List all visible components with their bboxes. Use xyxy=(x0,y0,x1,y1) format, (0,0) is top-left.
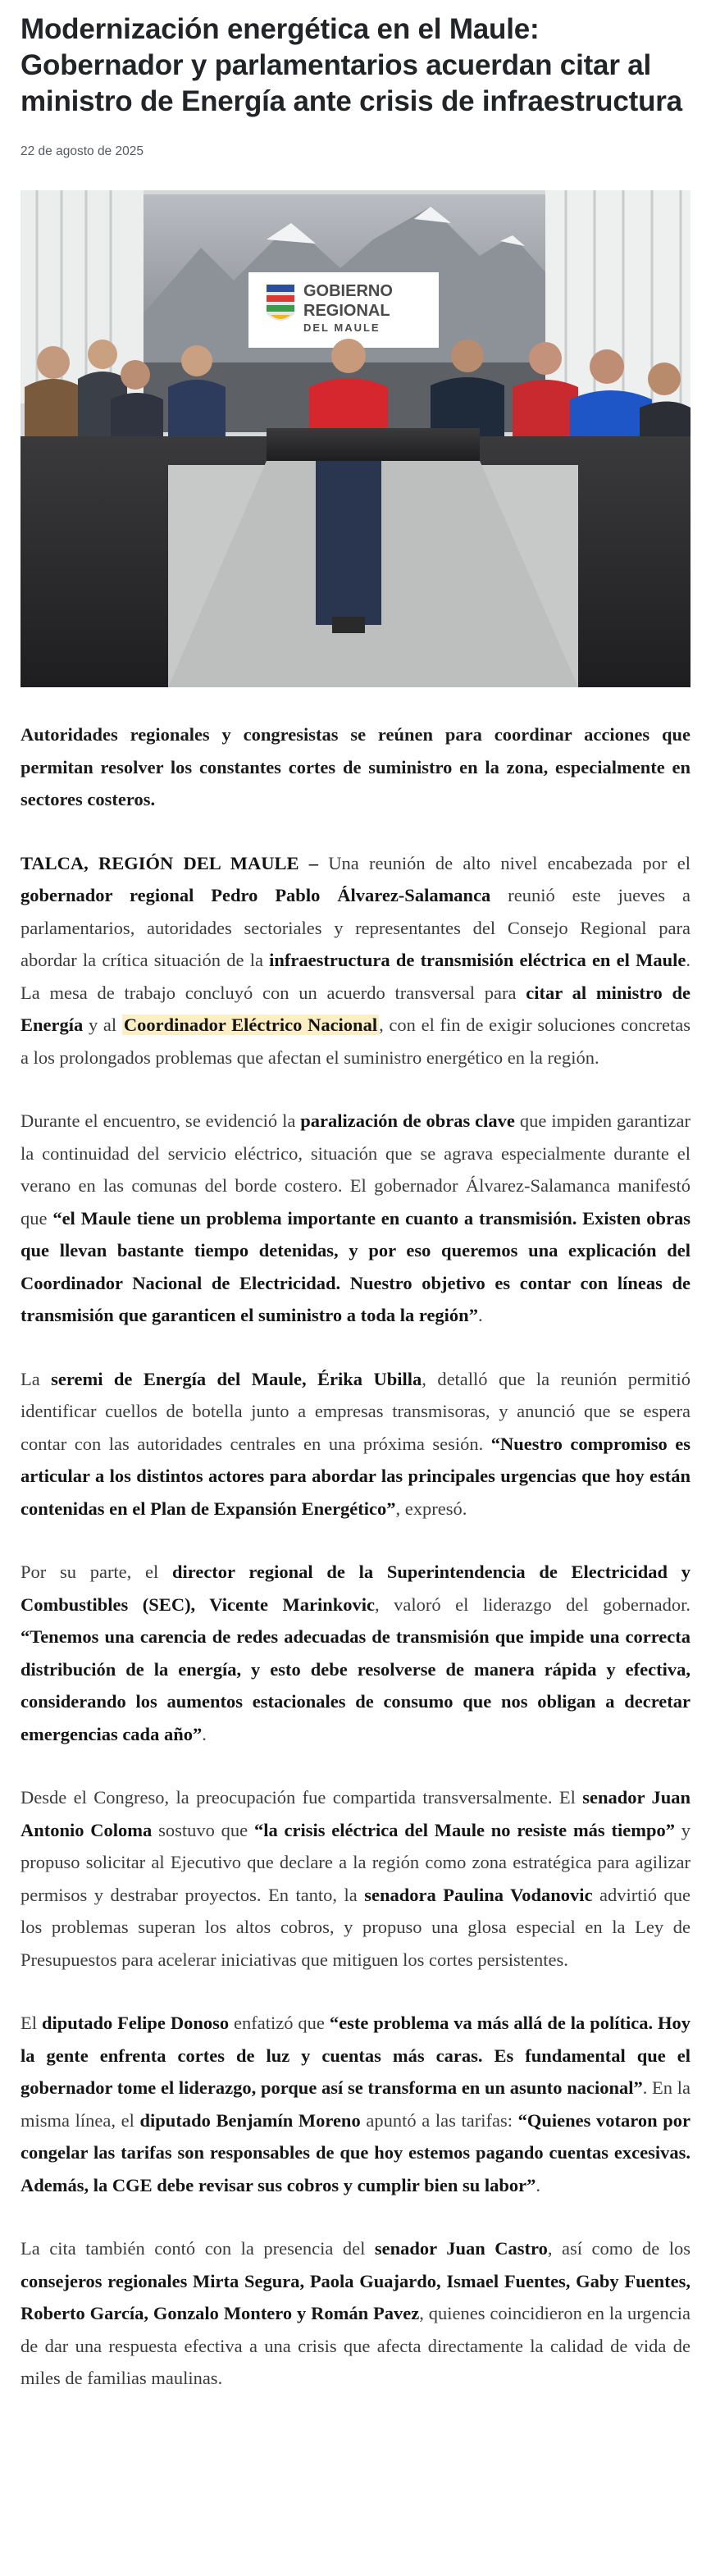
conference-table xyxy=(21,428,690,687)
dateline: TALCA, REGIÓN DEL MAULE – xyxy=(21,852,318,873)
article-body xyxy=(21,718,690,2395)
bold-span: paralización de obras clave xyxy=(300,1110,515,1131)
text-span: . xyxy=(202,1723,207,1744)
text-span: Una reunión de alto nivel encabezada por el xyxy=(317,852,690,873)
text-span: apuntó a las tarifas: xyxy=(360,2109,518,2131)
text-span: advirtió que los problemas superan los altos cobros, y propuso una glosa especial en la Ley de Presupuestos para acelerar iniciativas que mitiguen los cortes persistentes. xyxy=(21,1884,690,1970)
text-span: , expresó. xyxy=(395,1498,467,1519)
bold-span: gobernador regional Pedro Pablo Álvarez-Salamanca xyxy=(21,885,491,905)
quote: “el Maule tiene un problema importante en cuanto a transmisión. Existen obras que llevan bastante tiempo detenidas, y por eso queremos una explicación del Coordinador Nacional de Electricidad. Nuestro objetivo es contar con líneas de transmisión que garanticen el suministro a toda la región” xyxy=(21,1207,690,1325)
bold-span: senador Juan Antonio Coloma xyxy=(21,1787,690,1840)
lead-paragraph: Autoridades regionales y congresistas se reúnen para coordinar acciones que permitan resolver los constantes cortes de suministro en la zona, especialmente en sectores costeros. xyxy=(21,724,690,809)
text-span: y propuso solicitar al Ejecutivo que declare a la región como zona estratégica para agilizar permisos y destrabar proyectos. En tanto, la xyxy=(21,1819,691,1905)
text-span: Durante el encuentro, se evidenció la xyxy=(21,1110,301,1131)
text-span: La cita también contó con la presencia del xyxy=(21,2238,375,2259)
article-date: 22 de agosto de 2025 xyxy=(21,144,144,158)
quote: “este problema va más allá de la política. Hoy la gente enfrenta cortes de luz y cuentas más caras. Es fundamental que el gobernador tome el liderazgo, porque así se transforma en un asunto nacional” xyxy=(21,2013,690,2098)
text-span: La xyxy=(21,1368,52,1389)
text-span: que impiden garantizar la continuidad del servicio eléctrico, situación que se agrava especialmente durante el verano en las comunas del borde costero. El gobernador Álvarez-Salamanca manifestó que xyxy=(21,1110,690,1229)
paragraph-4 xyxy=(21,1556,690,1750)
article xyxy=(0,11,711,2395)
text-span: , valoró el liderazgo del gobernador. xyxy=(374,1593,690,1615)
text-span: , detalló que la reunión permitió identificar cuellos de botella junto a empresas transmisoras, y anunció que se espera contar con las autoridades centrales en una próxima sesión. xyxy=(21,1368,690,1454)
paragraph-3 xyxy=(21,1363,690,1525)
quote: “Tenemos una carencia de redes adecuadas de transmisión que impide una correcta distribución de la energía, y esto debe resolverse de manera rápida y efectiva, considerando los aumentos estacionales de consumo que nos obligan a decretar emergencias cada año” xyxy=(21,1626,690,1744)
bold-span: diputado Benjamín Moreno xyxy=(139,2109,361,2131)
bold-span: senador Juan Castro xyxy=(374,2238,548,2259)
quote: “Nuestro compromiso es articular a los distintos actores para abordar las principales urgencias que hoy están contenidas en el Plan de Expansión Energético” xyxy=(21,1433,690,1519)
bold-span: seremi de Energía del Maule, Érika Ubilla xyxy=(51,1368,422,1389)
meeting-photo xyxy=(21,190,690,687)
text-span: . xyxy=(536,2174,541,2195)
paragraph-6 xyxy=(21,2007,690,2201)
bold-span: senadora Paulina Vodanovic xyxy=(364,1884,593,1905)
quote: “la crisis eléctrica del Maule no resiste más tiempo” xyxy=(253,1819,675,1840)
text-span: . En la misma línea, el xyxy=(21,2077,690,2131)
text-span: , quienes coincidieron en la urgencia de dar una respuesta efectiva a una crisis que afecta directamente la calidad de vida de miles de familias maulinas. xyxy=(21,2303,690,2388)
text-span: sostuvo que xyxy=(152,1819,254,1840)
text-span: y al xyxy=(83,1014,122,1035)
quote: “Quienes votaron por congelar las tarifas son responsables de que hoy estemos pagando cuentas excesivas. Además, la CGE debe revisar sus cobros y cumplir bien su labor” xyxy=(21,2109,691,2195)
bold-span: citar al ministro de Energía xyxy=(21,982,690,1035)
banner-line-2: REGIONAL xyxy=(303,302,390,320)
bold-span: consejeros regionales Mirta Segura, Paola Guajardo, Ismael Fuentes, Gaby Fuentes, Roberto García, Gonzalo Montero y Román Pavez xyxy=(21,2270,690,2323)
text-span: , así como de los xyxy=(547,2238,690,2259)
bold-span: diputado Felipe Donoso xyxy=(41,2013,230,2033)
text-span: , con el fin de exigir soluciones concretas a los prolongados problemas que afectan el suministro energético en la región. xyxy=(21,1014,690,1068)
text-span: enfatizó que xyxy=(229,2013,330,2033)
bold-span: infraestructura de transmisión eléctrica en el Maule xyxy=(269,950,686,970)
text-span: . La mesa de trabajo concluyó con un acuerdo transversal para xyxy=(21,950,690,1003)
bold-span: director regional de la Superintendencia de Electricidad y Combustibles (SEC), Vicente Marinkovic xyxy=(21,1562,690,1615)
paragraph-7 xyxy=(21,2232,690,2395)
banner-line-1: GOBIERNO xyxy=(303,282,393,300)
text-span: Desde el Congreso, la preocupación fue compartida transversalmente. El xyxy=(21,1787,583,1808)
gobierno-regional-logo xyxy=(267,285,294,321)
article-title: Modernización energética en el Maule: Gobernador y parlamentarios acuerdan citar al ministro de Energía ante crisis de infraestructura xyxy=(21,13,682,117)
paragraph-2 xyxy=(21,1105,690,1332)
paragraph-5 xyxy=(21,1781,690,1976)
text-span: Por su parte, el xyxy=(21,1562,172,1582)
text-span: reunió este jueves a parlamentarios, autoridades sectoriales y representantes del Consejo Regional para abordar la crítica situación de la xyxy=(21,885,690,970)
text-span: . xyxy=(477,1305,483,1325)
paragraph-1 xyxy=(21,847,690,1074)
banner-line-3: DEL MAULE xyxy=(303,321,381,334)
text-span: El xyxy=(21,2013,42,2033)
highlighted-term: Coordinador Eléctrico Nacional xyxy=(123,1014,378,1035)
